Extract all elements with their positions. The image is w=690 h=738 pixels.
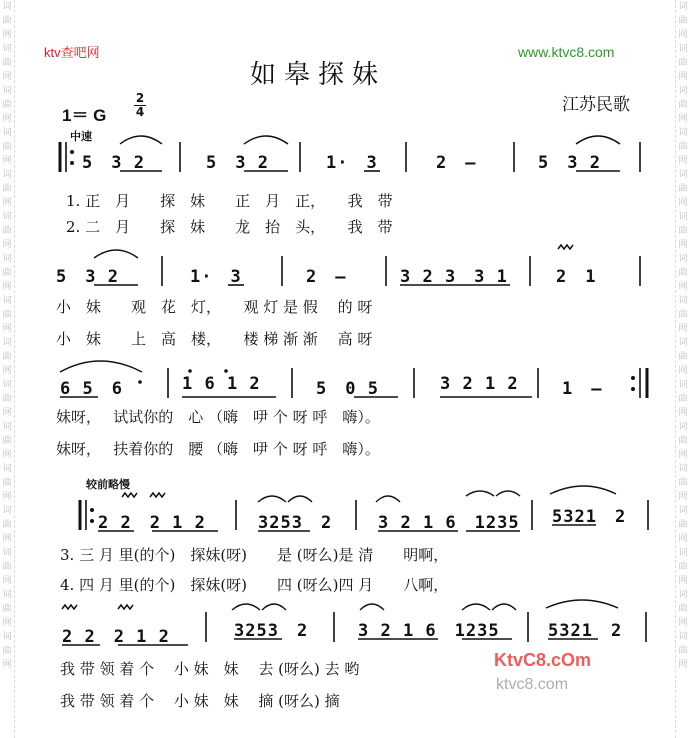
s5-measure-4: 5321 2 [548, 621, 623, 641]
side-watermark-right: 词曲网词曲网词曲网词曲网词曲网词曲网词曲网词曲网词曲网词曲网词曲网词曲网词曲网词曲网词曲网词曲网 [675, 0, 690, 738]
s4-lyrics-verse-3: 3. 三 月 里(的个) 探妹(呀) 是 (呀么)是 清 明啊， [60, 546, 449, 564]
s1-measure-3: 1· 3 [326, 153, 378, 173]
s2-measure-2: 1· 3 [190, 267, 242, 287]
s3-lyrics-verse-1: 妹呀， 试试你的 心 （嗨 吚 个 呀 呼 嗨）。 [56, 408, 380, 426]
watermark-bottom-2: ktvc8.com [496, 676, 569, 693]
watermark-bottom: KtvC8.cOm [494, 650, 592, 670]
s2-lyrics-verse-1: 小 妹 观 花 灯， 观 灯 是 假 的 呀 [56, 298, 373, 316]
s1-lyrics-verse-1: 1. 正 月 探 妹 正 月 正， 我 带 [66, 192, 393, 210]
song-title: 如皋探妹 [250, 60, 387, 90]
meter-bottom: 4 [135, 105, 145, 119]
side-watermark-left: 词曲网词曲网词曲网词曲网词曲网词曲网词曲网词曲网词曲网词曲网词曲网词曲网词曲网词曲网词曲网词曲网 [0, 0, 15, 738]
s2-measure-4: 3 2 3 3 1 [400, 267, 508, 287]
s5-lyrics-verse-4: 我 带 领 着 个 小 妹 妹 摘 (呀么) 摘 [60, 692, 340, 710]
s2-measure-5: 2 1 [556, 267, 597, 287]
s3-measure-2: 1 6 1 2 [182, 374, 261, 394]
meter-top: 2 [135, 91, 145, 105]
s4-measure-4: 5321 2 [552, 507, 627, 527]
s3-lyrics-verse-2: 妹呀， 扶着你的 腰 （嗨 吚 个 呀 呼 嗨）。 [56, 440, 380, 458]
s1-measure-1: 5 3 2 [82, 153, 145, 173]
key-signature: 1＝ G [62, 106, 107, 125]
s2-measure-3: 2 – [306, 267, 347, 287]
s3-measure-4: 3 2 1 2 [440, 374, 519, 394]
s5-lyrics-verse-3: 我 带 领 着 个 小 妹 妹 去 (呀么) 去 哟 [60, 660, 360, 678]
brand-right: www.ktvc8.com [518, 44, 615, 60]
song-origin: 江苏民歌 [562, 95, 630, 115]
s4-measure-3: 3 2 1 6 1235 [378, 513, 520, 533]
brand-left: ktv查吧网 [44, 45, 100, 60]
tempo-mark-1: 中速 [70, 130, 92, 143]
s2-lyrics-verse-2: 小 妹 上 高 楼， 楼 梯 渐 渐 高 呀 [56, 330, 373, 348]
s5-measure-2: 3253 2 [234, 621, 309, 641]
s4-lyrics-verse-4: 4. 四 月 里(的个) 探妹(呀) 四 (呀么)四 月 八啊， [60, 576, 449, 594]
s1-measure-2: 5 3 2 [206, 153, 269, 173]
s5-measure-3: 3 2 1 6 1235 [358, 621, 500, 641]
s3-measure-3: 5 0 5 [316, 379, 379, 399]
s3-measure-5: 1 – [562, 379, 603, 399]
s1-measure-5: 5 3 2 [538, 153, 601, 173]
s2-measure-1: 5 3 2 [56, 267, 119, 287]
time-signature [133, 92, 147, 119]
s1-measure-4: 2 – [436, 153, 477, 173]
tempo-mark-2: 较前略慢 [86, 478, 130, 491]
s4-measure-1: 2 2 2 1 2 [98, 513, 206, 533]
s4-measure-2: 3253 2 [258, 513, 333, 533]
s1-lyrics-verse-2: 2. 二 月 探 妹 龙 抬 头， 我 带 [66, 218, 393, 236]
s3-measure-1: 6 5 6 [60, 379, 123, 399]
s5-measure-1: 2 2 2 1 2 [62, 627, 170, 647]
